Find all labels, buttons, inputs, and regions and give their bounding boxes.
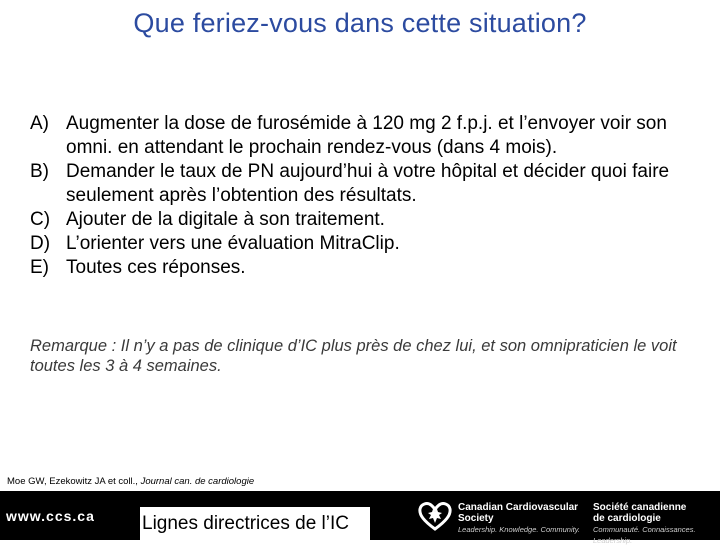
- heart-maple-logo-icon: [418, 501, 452, 536]
- answer-b: [30, 160, 690, 208]
- logo-en-tagline: Leadership. Knowledge. Community.: [458, 525, 581, 534]
- answer-text: Augmenter la dose de furosémide à 120 mg 2 f.p.j. et l’envoyer voir son omni. en attendant le prochain rendez-vous (dans 4 mois).: [66, 113, 667, 158]
- website-link[interactable]: www.ccs.ca: [6, 508, 95, 524]
- answer-text: Toutes ces réponses.: [66, 257, 246, 278]
- footer-bar: [0, 491, 720, 545]
- citation-journal: Journal can. de cardiologie: [140, 476, 255, 487]
- answer-letter: C): [30, 209, 51, 230]
- remark-note: Remarque : Il n’y a pas de clinique d’IC plus près de chez lui, et son omnipraticien le voit toutes les 3 à 4 semaines.: [30, 337, 677, 375]
- answer-e: [30, 256, 690, 280]
- slide-title: Que feriez-vous dans cette situation?: [133, 8, 587, 38]
- citation: [7, 476, 254, 487]
- answer-text: Demander le taux de PN aujourd’hui à votre hôpital et décider quoi faire seulement après l’obtention des résultats.: [66, 161, 670, 206]
- logo-fr-tagline: Communauté. Connaissances. Leadership.: [593, 525, 696, 545]
- answer-letter: B): [30, 161, 49, 182]
- ccs-logo-french: [593, 502, 720, 546]
- answer-text: Ajouter de la digitale à son traitement.: [66, 209, 385, 230]
- answer-letter: E): [30, 257, 49, 278]
- citation-authors: Moe GW, Ezekowitz JA et coll.,: [7, 476, 141, 487]
- answer-text: L’orienter vers une évaluation MitraClip.: [66, 233, 400, 254]
- answer-letter: A): [30, 113, 49, 134]
- answer-d: [30, 232, 690, 256]
- guidelines-label: Lignes directrices de l’IC: [140, 507, 370, 540]
- logo-en-line2: Society: [458, 513, 494, 524]
- logo-en-line1: Canadian Cardiovascular: [458, 502, 579, 513]
- logo-fr-line2: de cardiologie: [593, 513, 661, 524]
- answer-a: [30, 112, 690, 160]
- answer-c: [30, 208, 690, 232]
- logo-fr-line1: Société canadienne: [593, 502, 687, 513]
- ccs-logo-english: [458, 502, 580, 535]
- answer-letter: D): [30, 233, 51, 254]
- answer-list: [30, 112, 690, 280]
